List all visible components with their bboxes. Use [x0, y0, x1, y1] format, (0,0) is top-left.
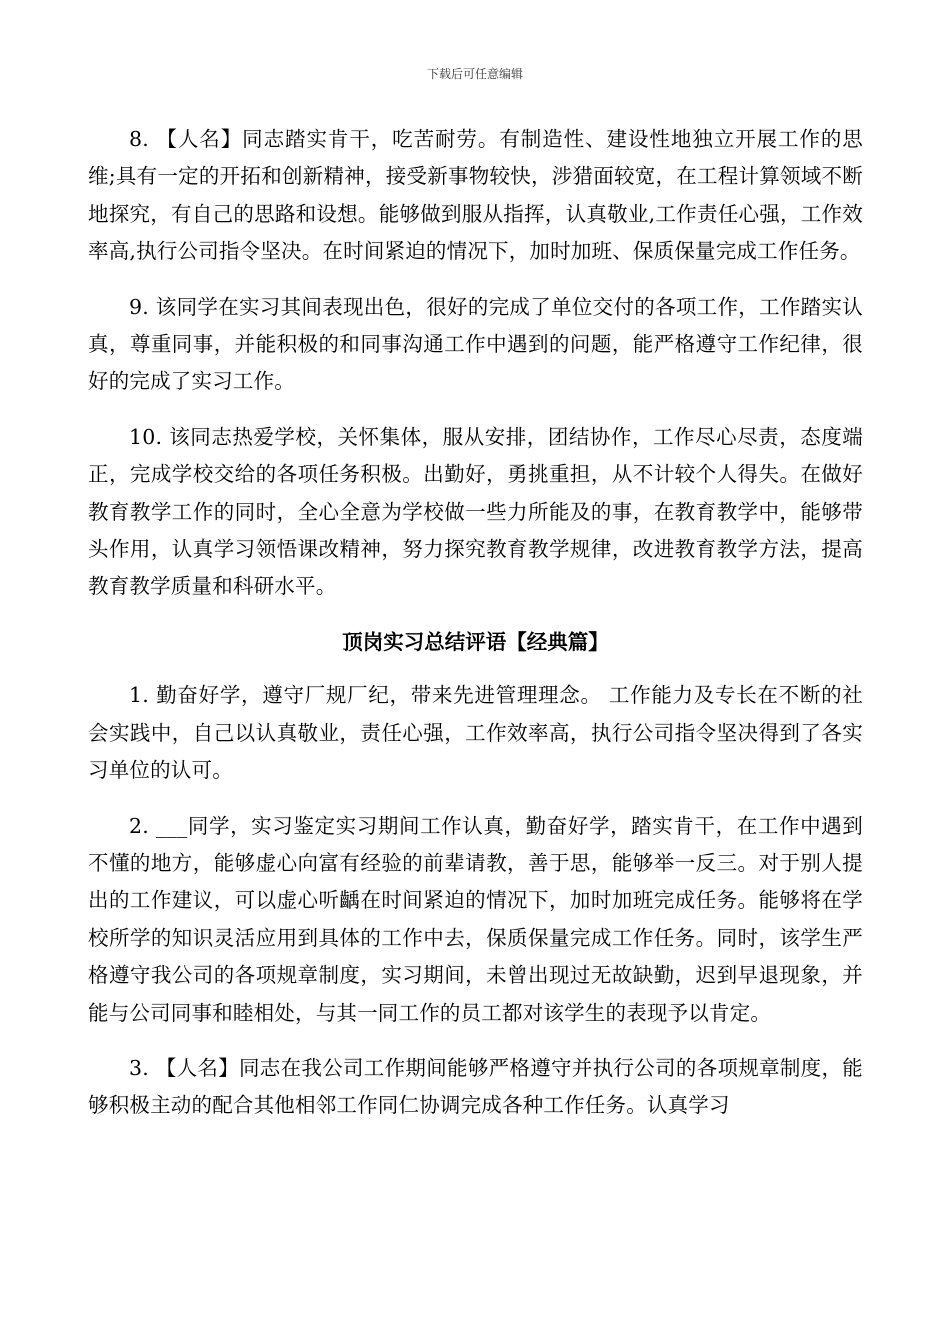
- paragraph-item-1: 1. 勤奋好学，遵守厂规厂纪，带来先进管理理念。 工作能力及专长在不断的社会实践中，自己以认真敬业，责任心强，工作效率高，执行公司指令坚决得到了各实习单位的认可。: [88, 683, 863, 783]
- paragraph-item-10: 10. 该同志热爱学校，关怀集体，服从安排，团结协作，工作尽心尽责，态度端正，完成学校交给的各项任务积极。出勤好，勇挑重担，从不计较个人得失。在做好教育教学工作的同时，全心全意为学校做一些力所能及的事，在教育教学中，能够带头作用，认真学习领悟课改精神，努力探究教育教学规律，改进教育教学方法，提高教育教学质量和科研水平。: [88, 424, 863, 599]
- section-heading: 顶岗实习总结评语【经典篇】: [342, 629, 609, 654]
- paragraph-item-2: 2. ___同学，实习鉴定实习期间工作认真，勤奋好学，踏实肯干，在工作中遇到不懂的地方，能够虚心向富有经验的前辈请教，善于思，能够举一反三。对于别人提出的工作建议，可以虚心听齲在时间紧迫的情况下，加时加班完成任务。能够将在学校所学的知识灵活应用到具体的工作中去，保质保量完成工作任务。同时，该学生严格遵守我公司的各项规章制度，实习期间，未曾出现过无故缺勤，迟到早退现象，并能与公司同事和睦相处，与其一同工作的员工都对该学生的表现予以肯定。: [88, 813, 863, 1025]
- running-header: 下载后可任意编辑: [426, 67, 523, 81]
- document-body: [88, 121, 863, 1143]
- paragraph-item-9: 9. 该同学在实习其间表现出色，很好的完成了单位交付的各项工作，工作踏实认真，尊重同事，并能积极的和同事沟通工作中遇到的问题，能严格遵守工作纪律，很好的完成了实习工作。: [88, 294, 863, 394]
- paragraph-item-8: 8. 【人名】同志踏实肯干，吃苦耐劳。有制造性、建设性地独立开展工作的思维;具有一定的开拓和创新精神，接受新事物较快，涉猎面较宽，在工程计算领域不断地探究，有自己的思路和设想。能够做到服从指挥，认真敬业,工作责任心强，工作效率高,执行公司指令坚决。在时间紧迫的情况下，加时加班、保质保量完成工作任务。: [88, 127, 863, 264]
- paragraph-item-3: 3. 【人名】同志在我公司工作期间能够严格遵守并执行公司的各项规章制度，能够积极主动的配合其他相邻工作同仁协调完成各种工作任务。认真学习: [88, 1055, 863, 1118]
